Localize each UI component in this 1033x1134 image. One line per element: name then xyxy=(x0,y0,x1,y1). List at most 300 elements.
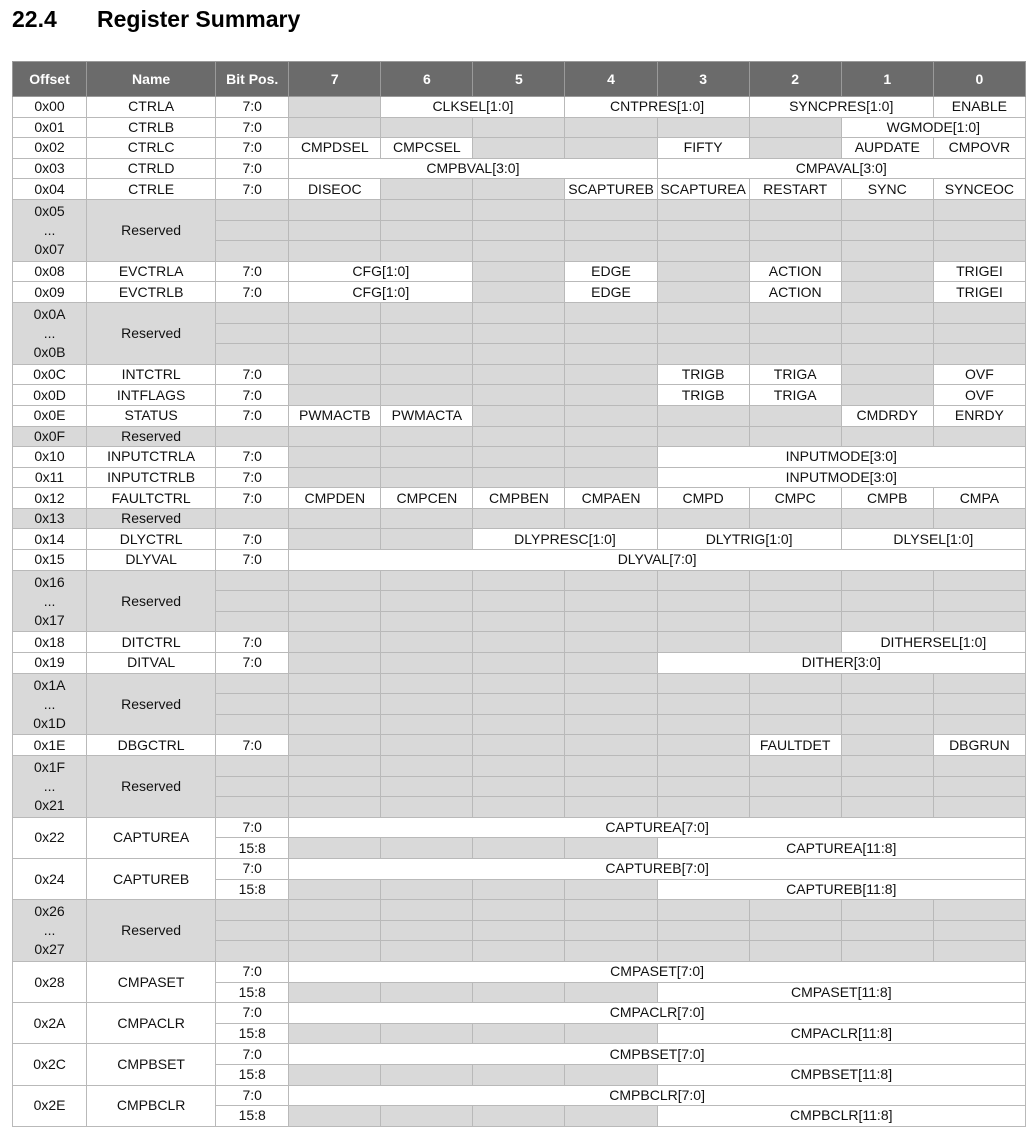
bit-pos-cell xyxy=(216,797,289,818)
bit-pos-cell: 15:8 xyxy=(216,982,289,1003)
reserved-bit-cell xyxy=(289,97,381,118)
reserved-bit-cell xyxy=(565,1023,657,1044)
bit-cell xyxy=(933,199,1025,220)
reserved-row xyxy=(13,199,1026,220)
bit-pos-cell xyxy=(216,941,289,962)
bit-cell xyxy=(841,344,933,365)
reserved-bit-cell xyxy=(657,405,749,426)
bit-cell xyxy=(289,776,381,797)
reserved-row xyxy=(13,756,1026,777)
bit-cell xyxy=(381,570,473,591)
bit-field-cell: ENRDY xyxy=(933,405,1025,426)
bit-cell xyxy=(933,241,1025,262)
section-title: Register Summary xyxy=(97,6,301,32)
bit-field-cell: OVF xyxy=(933,385,1025,406)
register-row xyxy=(13,817,1026,838)
bit-field-cell: INPUTMODE[3:0] xyxy=(657,467,1025,488)
bit-cell xyxy=(841,199,933,220)
bit-pos-cell xyxy=(216,426,289,447)
bit-pos-cell: 7:0 xyxy=(216,261,289,282)
offset-cell: 0x08 xyxy=(13,261,87,282)
bit-cell xyxy=(381,508,473,529)
bit-cell xyxy=(933,220,1025,241)
bit-pos-cell xyxy=(216,900,289,921)
offset-cell: 0x02 xyxy=(13,138,87,159)
bit-cell xyxy=(749,344,841,365)
bit-cell xyxy=(841,694,933,715)
bit-field-cell: CMPBVAL[3:0] xyxy=(289,158,657,179)
register-link[interactable]: INPUTCTRLA xyxy=(87,447,216,468)
bit-cell xyxy=(565,776,657,797)
bit-cell xyxy=(841,714,933,735)
register-link[interactable]: DITVAL xyxy=(87,653,216,674)
bit-cell xyxy=(473,756,565,777)
header-bit-4: 4 xyxy=(565,62,657,97)
bit-field-cell: TRIGA xyxy=(749,385,841,406)
register-link[interactable]: INPUTCTRLB xyxy=(87,467,216,488)
offset-cell: 0x2A xyxy=(13,1003,87,1044)
reserved-bit-cell xyxy=(381,385,473,406)
reserved-bit-cell xyxy=(565,447,657,468)
bit-pos-cell xyxy=(216,220,289,241)
offset-cell: 0x2E xyxy=(13,1085,87,1126)
register-link[interactable]: CTRLD xyxy=(87,158,216,179)
bit-cell xyxy=(289,591,381,612)
bit-cell xyxy=(841,591,933,612)
bit-cell xyxy=(933,344,1025,365)
bit-cell xyxy=(841,920,933,941)
bit-field-cell: ACTION xyxy=(749,261,841,282)
reserved-bit-cell xyxy=(289,385,381,406)
register-link[interactable]: CMPBSET xyxy=(87,1044,216,1085)
bit-cell xyxy=(749,694,841,715)
reserved-bit-cell xyxy=(473,385,565,406)
register-name: Reserved xyxy=(87,508,216,529)
offset-cell: 0x0C xyxy=(13,364,87,385)
offset-cell: 0x04 xyxy=(13,179,87,200)
bit-cell xyxy=(289,694,381,715)
bit-pos-cell: 7:0 xyxy=(216,117,289,138)
bit-cell xyxy=(473,241,565,262)
bit-field-cell: CNTPRES[1:0] xyxy=(565,97,749,118)
bit-field-cell: CMPACLR[11:8] xyxy=(657,1023,1025,1044)
register-link[interactable]: DITCTRL xyxy=(87,632,216,653)
reserved-bit-cell xyxy=(381,529,473,550)
offset-cell xyxy=(13,199,87,261)
bit-cell xyxy=(749,302,841,323)
register-name: Reserved xyxy=(87,756,216,818)
reserved-bit-cell xyxy=(381,632,473,653)
reserved-bit-cell xyxy=(289,879,381,900)
bit-cell xyxy=(289,323,381,344)
bit-field-cell: DISEOC xyxy=(289,179,381,200)
bit-cell xyxy=(289,302,381,323)
register-row xyxy=(13,1044,1026,1065)
bit-cell xyxy=(657,591,749,612)
bit-field-cell: CFG[1:0] xyxy=(289,282,473,303)
bit-pos-cell xyxy=(216,241,289,262)
bit-pos-cell: 7:0 xyxy=(216,632,289,653)
bit-field-cell: CMPBSET[7:0] xyxy=(289,1044,1026,1065)
bit-cell xyxy=(565,900,657,921)
bit-cell xyxy=(933,611,1025,632)
reserved-bit-cell xyxy=(381,879,473,900)
bit-pos-cell: 15:8 xyxy=(216,1023,289,1044)
reserved-bit-cell xyxy=(565,1064,657,1085)
bit-pos-cell xyxy=(216,323,289,344)
bit-pos-cell: 7:0 xyxy=(216,364,289,385)
reserved-bit-cell xyxy=(473,879,565,900)
reserved-bit-cell xyxy=(749,138,841,159)
reserved-bit-cell xyxy=(565,632,657,653)
bit-cell xyxy=(473,776,565,797)
section-number: 22.4 xyxy=(12,6,57,32)
reserved-bit-cell xyxy=(749,405,841,426)
bit-pos-cell: 15:8 xyxy=(216,1106,289,1127)
bit-field-cell: TRIGA xyxy=(749,364,841,385)
register-row xyxy=(13,653,1026,674)
reserved-bit-cell xyxy=(565,1106,657,1127)
offset-text: 0x0B xyxy=(33,343,66,360)
offset-text: ... xyxy=(43,922,56,939)
reserved-bit-cell xyxy=(381,653,473,674)
reserved-bit-cell xyxy=(565,467,657,488)
register-link[interactable]: CMPBCLR xyxy=(87,1085,216,1126)
bit-field-cell: PWMACTA xyxy=(381,405,473,426)
offset-cell: 0x14 xyxy=(13,529,87,550)
reserved-bit-cell xyxy=(565,982,657,1003)
bit-field-cell: SCAPTUREB xyxy=(565,179,657,200)
register-name: Reserved xyxy=(87,199,216,261)
bit-field-cell: CMPACLR[7:0] xyxy=(289,1003,1026,1024)
bit-cell xyxy=(749,426,841,447)
offset-text: 0x0F xyxy=(33,427,66,444)
reserved-bit-cell xyxy=(381,735,473,756)
register-link[interactable]: EVCTRLA xyxy=(87,261,216,282)
bit-field-cell: FAULTDET xyxy=(749,735,841,756)
register-link[interactable]: CTRLB xyxy=(87,117,216,138)
bit-field-cell: DLYVAL[7:0] xyxy=(289,550,1026,571)
register-row xyxy=(13,858,1026,879)
bit-cell xyxy=(657,920,749,941)
bit-cell xyxy=(657,714,749,735)
bit-pos-cell xyxy=(216,756,289,777)
reserved-bit-cell xyxy=(289,447,381,468)
offset-cell: 0x10 xyxy=(13,447,87,468)
offset-cell xyxy=(13,302,87,364)
bit-pos-cell: 7:0 xyxy=(216,97,289,118)
reserved-bit-cell xyxy=(565,879,657,900)
register-row xyxy=(13,282,1026,303)
bit-cell xyxy=(841,673,933,694)
register-link[interactable]: CMPASET xyxy=(87,961,216,1002)
bit-cell xyxy=(565,714,657,735)
register-link[interactable]: DLYCTRL xyxy=(87,529,216,550)
offset-text: 0x1A xyxy=(33,676,66,693)
bit-field-cell: DBGRUN xyxy=(933,735,1025,756)
bit-pos-cell: 7:0 xyxy=(216,858,289,879)
bit-cell xyxy=(933,302,1025,323)
bit-field-cell: CMPOVR xyxy=(933,138,1025,159)
bit-cell xyxy=(749,220,841,241)
reserved-bit-cell xyxy=(565,838,657,859)
bit-cell xyxy=(381,426,473,447)
reserved-bit-cell xyxy=(841,364,933,385)
offset-text: 0x26 xyxy=(34,903,65,920)
register-link[interactable]: CMPACLR xyxy=(87,1003,216,1044)
register-link[interactable]: STATUS xyxy=(87,405,216,426)
bit-cell xyxy=(933,776,1025,797)
reserved-bit-cell xyxy=(749,632,841,653)
bit-pos-cell xyxy=(216,591,289,612)
bit-field-cell: CMPBCLR[7:0] xyxy=(289,1085,1026,1106)
bit-cell xyxy=(657,900,749,921)
bit-cell xyxy=(381,199,473,220)
bit-cell xyxy=(565,323,657,344)
offset-cell: 0x24 xyxy=(13,858,87,899)
reserved-bit-cell xyxy=(473,982,565,1003)
bit-cell xyxy=(473,591,565,612)
bit-cell xyxy=(565,694,657,715)
bit-cell xyxy=(565,302,657,323)
bit-field-cell: DLYSEL[1:0] xyxy=(841,529,1025,550)
register-link[interactable]: INTCTRL xyxy=(87,364,216,385)
bit-cell xyxy=(565,570,657,591)
bit-field-cell: CMPBSET[11:8] xyxy=(657,1064,1025,1085)
bit-cell xyxy=(473,941,565,962)
bit-field-cell: CMPBCLR[11:8] xyxy=(657,1106,1025,1127)
register-row xyxy=(13,261,1026,282)
bit-pos-cell: 15:8 xyxy=(216,879,289,900)
bit-cell xyxy=(381,220,473,241)
register-link[interactable]: EVCTRLB xyxy=(87,282,216,303)
reserved-bit-cell xyxy=(473,1106,565,1127)
reserved-row xyxy=(13,570,1026,591)
bit-cell xyxy=(657,673,749,694)
bit-cell xyxy=(289,756,381,777)
bit-field-cell: SCAPTUREA xyxy=(657,179,749,200)
reserved-bit-cell xyxy=(289,838,381,859)
bit-cell xyxy=(473,426,565,447)
bit-field-cell: CMPAEN xyxy=(565,488,657,509)
bit-cell xyxy=(565,241,657,262)
bit-cell xyxy=(289,920,381,941)
reserved-bit-cell xyxy=(473,447,565,468)
register-link[interactable]: CAPTUREB xyxy=(87,858,216,899)
bit-pos-cell: 7:0 xyxy=(216,405,289,426)
bit-field-cell: TRIGB xyxy=(657,364,749,385)
offset-text: ... xyxy=(43,777,56,794)
bit-cell xyxy=(933,714,1025,735)
bit-cell xyxy=(749,611,841,632)
reserved-bit-cell xyxy=(381,1064,473,1085)
bit-cell xyxy=(657,797,749,818)
bit-field-cell: CMPCSEL xyxy=(381,138,473,159)
bit-field-cell: DLYPRESC[1:0] xyxy=(473,529,657,550)
bit-pos-cell: 7:0 xyxy=(216,467,289,488)
reserved-bit-cell xyxy=(473,261,565,282)
reserved-bit-cell xyxy=(473,838,565,859)
bit-cell xyxy=(933,756,1025,777)
register-link[interactable]: DBGCTRL xyxy=(87,735,216,756)
reserved-bit-cell xyxy=(473,179,565,200)
reserved-bit-cell xyxy=(381,447,473,468)
offset-text: 0x1F xyxy=(33,758,66,775)
bit-pos-cell: 7:0 xyxy=(216,138,289,159)
bit-cell xyxy=(289,900,381,921)
register-row xyxy=(13,117,1026,138)
offset-text: 0x13 xyxy=(34,510,65,527)
bit-field-cell: CMPC xyxy=(749,488,841,509)
bit-field-cell: CMPCEN xyxy=(381,488,473,509)
bit-cell xyxy=(749,241,841,262)
bit-cell xyxy=(657,776,749,797)
register-row xyxy=(13,97,1026,118)
reserved-bit-cell xyxy=(473,1064,565,1085)
bit-cell xyxy=(841,776,933,797)
bit-cell xyxy=(289,426,381,447)
register-link[interactable]: FAULTCTRL xyxy=(87,488,216,509)
register-name: Reserved xyxy=(87,570,216,632)
bit-cell xyxy=(381,900,473,921)
bit-cell xyxy=(473,220,565,241)
bit-cell xyxy=(565,508,657,529)
reserved-bit-cell xyxy=(289,632,381,653)
reserved-bit-cell xyxy=(657,632,749,653)
reserved-bit-cell xyxy=(565,735,657,756)
bit-cell xyxy=(841,508,933,529)
bit-cell xyxy=(381,756,473,777)
table-header-row xyxy=(13,62,1026,97)
bit-cell xyxy=(381,776,473,797)
offset-text: ... xyxy=(43,324,56,341)
bit-cell xyxy=(565,591,657,612)
bit-cell xyxy=(749,920,841,941)
offset-cell xyxy=(13,673,87,735)
register-link[interactable]: DLYVAL xyxy=(87,550,216,571)
bit-field-cell: CMPDEN xyxy=(289,488,381,509)
offset-cell: 0x01 xyxy=(13,117,87,138)
bit-cell xyxy=(381,920,473,941)
bit-cell xyxy=(289,673,381,694)
register-link[interactable]: INTFLAGS xyxy=(87,385,216,406)
bit-field-cell: CAPTUREB[11:8] xyxy=(657,879,1025,900)
register-link[interactable]: CTRLE xyxy=(87,179,216,200)
bit-field-cell: ACTION xyxy=(749,282,841,303)
bit-cell xyxy=(473,797,565,818)
bit-cell xyxy=(933,673,1025,694)
reserved-bit-cell xyxy=(473,467,565,488)
reserved-row xyxy=(13,426,1026,447)
reserved-bit-cell xyxy=(381,467,473,488)
offset-text: 0x0A xyxy=(33,305,66,322)
bit-cell xyxy=(381,344,473,365)
offset-cell xyxy=(13,756,87,818)
reserved-row xyxy=(13,900,1026,921)
offset-text: 0x17 xyxy=(34,611,65,628)
register-name: Reserved xyxy=(87,302,216,364)
offset-text: ... xyxy=(43,695,56,712)
reserved-bit-cell xyxy=(473,117,565,138)
bit-cell xyxy=(473,302,565,323)
register-row xyxy=(13,385,1026,406)
bit-pos-cell: 7:0 xyxy=(216,529,289,550)
reserved-bit-cell xyxy=(565,364,657,385)
bit-cell xyxy=(749,756,841,777)
header-bit-2: 2 xyxy=(749,62,841,97)
reserved-bit-cell xyxy=(841,282,933,303)
bit-cell xyxy=(473,714,565,735)
bit-cell xyxy=(841,611,933,632)
bit-field-cell: TRIGEI xyxy=(933,261,1025,282)
bit-cell xyxy=(841,900,933,921)
bit-field-cell: CMPBEN xyxy=(473,488,565,509)
bit-field-cell: CAPTUREA[7:0] xyxy=(289,817,1026,838)
register-row xyxy=(13,405,1026,426)
bit-field-cell: CMPB xyxy=(841,488,933,509)
bit-cell xyxy=(565,611,657,632)
header-bit-5: 5 xyxy=(473,62,565,97)
reserved-bit-cell xyxy=(289,735,381,756)
register-name: Reserved xyxy=(87,900,216,962)
offset-cell: 0x15 xyxy=(13,550,87,571)
reserved-bit-cell xyxy=(473,1023,565,1044)
register-row xyxy=(13,1003,1026,1024)
bit-field-cell: AUPDATE xyxy=(841,138,933,159)
bit-cell xyxy=(749,900,841,921)
bit-cell xyxy=(933,323,1025,344)
bit-pos-cell: 7:0 xyxy=(216,282,289,303)
bit-cell xyxy=(473,323,565,344)
register-row xyxy=(13,1085,1026,1106)
bit-field-cell: TRIGEI xyxy=(933,282,1025,303)
bit-cell xyxy=(657,570,749,591)
bit-pos-cell: 7:0 xyxy=(216,550,289,571)
offset-text: ... xyxy=(43,592,56,609)
bit-pos-cell: 7:0 xyxy=(216,1044,289,1065)
reserved-bit-cell xyxy=(289,982,381,1003)
bit-cell xyxy=(565,797,657,818)
bit-field-cell: CMPAVAL[3:0] xyxy=(657,158,1025,179)
bit-cell xyxy=(841,570,933,591)
reserved-bit-cell xyxy=(473,632,565,653)
offset-cell xyxy=(13,570,87,632)
reserved-bit-cell xyxy=(381,179,473,200)
bit-cell xyxy=(565,344,657,365)
bit-field-cell: DITHERSEL[1:0] xyxy=(841,632,1025,653)
reserved-bit-cell xyxy=(841,735,933,756)
bit-cell xyxy=(565,941,657,962)
register-link[interactable]: CTRLC xyxy=(87,138,216,159)
bit-cell xyxy=(749,323,841,344)
bit-cell xyxy=(841,797,933,818)
bit-pos-cell xyxy=(216,611,289,632)
bit-cell xyxy=(841,302,933,323)
bit-field-cell: CFG[1:0] xyxy=(289,261,473,282)
reserved-bit-cell xyxy=(657,261,749,282)
offset-cell: 0x0E xyxy=(13,405,87,426)
bit-pos-cell xyxy=(216,714,289,735)
bit-field-cell: DLYTRIG[1:0] xyxy=(657,529,841,550)
bit-cell xyxy=(657,199,749,220)
register-row xyxy=(13,735,1026,756)
bit-cell xyxy=(289,570,381,591)
register-link[interactable]: CAPTUREA xyxy=(87,817,216,858)
register-link[interactable]: CTRLA xyxy=(87,97,216,118)
bit-cell xyxy=(657,756,749,777)
bit-pos-cell xyxy=(216,508,289,529)
bit-pos-cell: 15:8 xyxy=(216,838,289,859)
